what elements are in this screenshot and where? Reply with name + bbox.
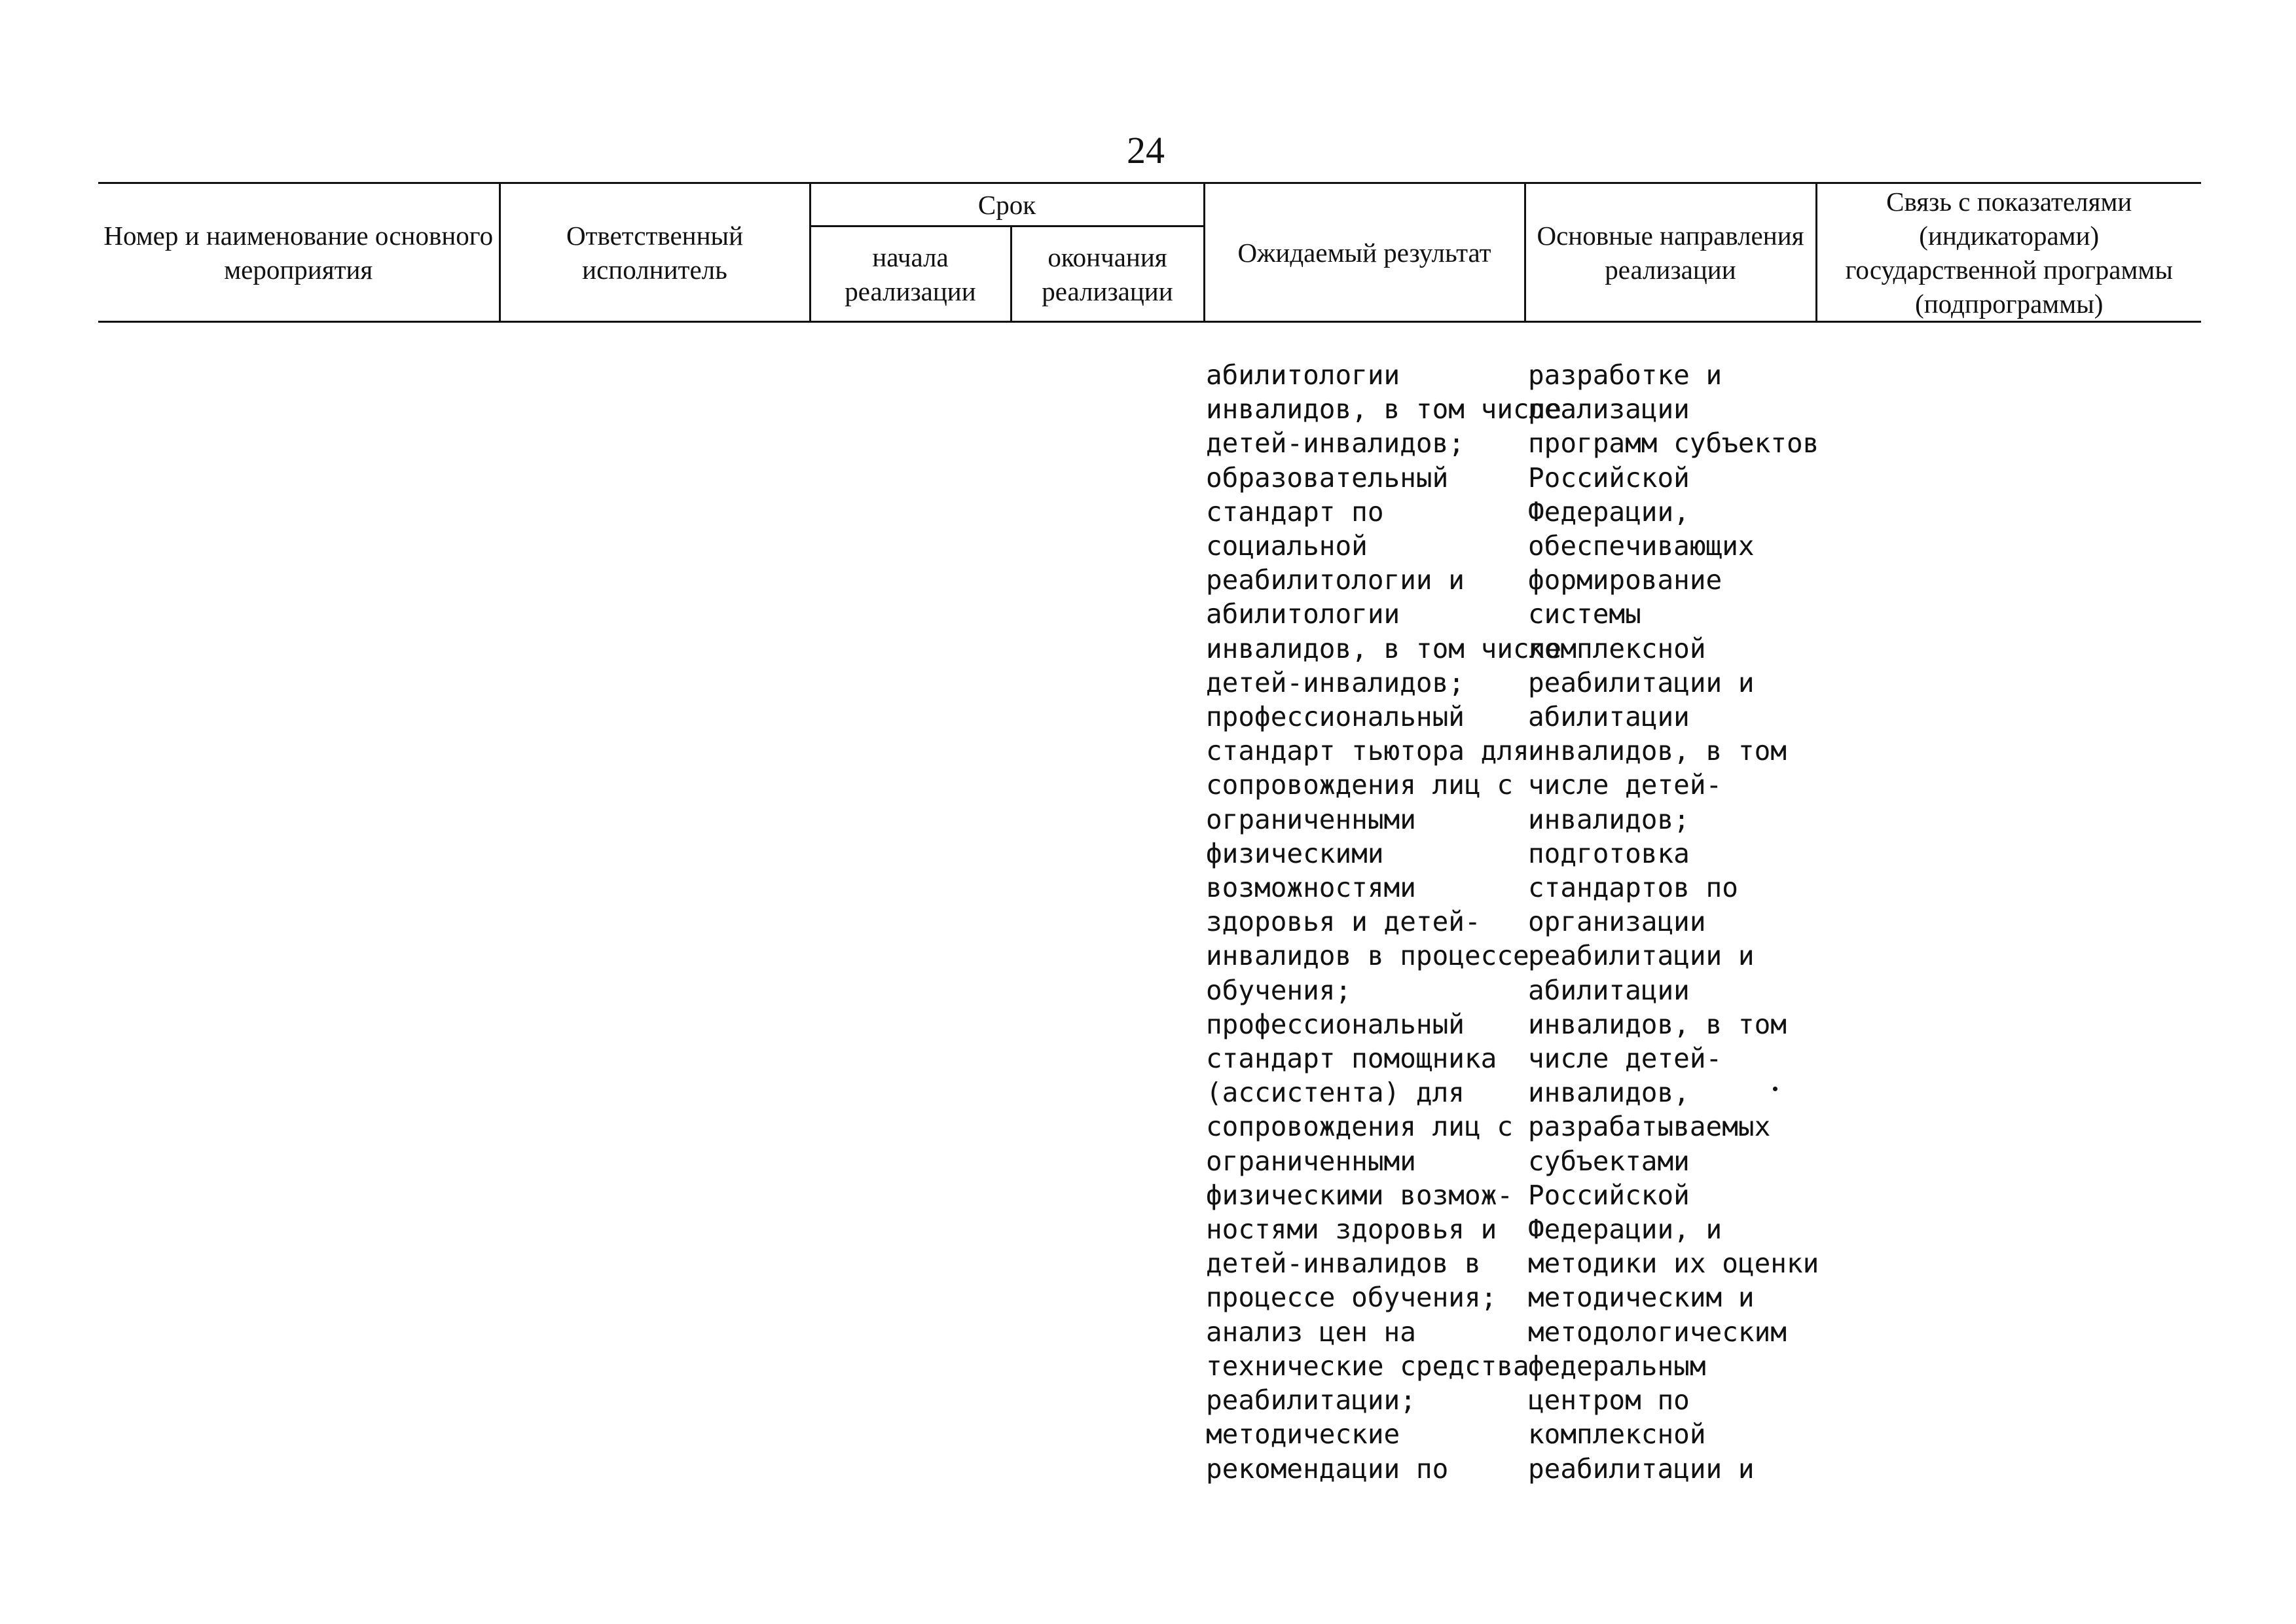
expected-result-text: абилитологии инвалидов, в том числе детей-инвалидов; образовательный стандарт по социальной реабилитологии и абилитологии инвалидов, в том числе детей-инвалидов; профессиональный стандарт тьютора для сопровождения лиц с ограниченными физическими возможностями здоровья и детей- инвалидов в процессе обучения; профессиональный стандарт помощника (ассистента) для сопровождения лиц с ограниченными физическими возмож- ностями здоровья и детей-инвалидов в процессе обучения; анализ цен на технические средства реабилитации; методические рекомендации по [1206,359,1562,1485]
header-term-start: начала реализации [810,226,1011,322]
page-number: 24 [1127,129,1165,171]
header-responsible: Ответственный исполнитель [500,183,810,322]
header-main-directions: Основные направления реализации [1525,183,1816,322]
table-header [98,182,2201,323]
header-term: Срок [810,183,1204,226]
header-expected-result: Ожидаемый результат [1204,183,1525,322]
main-directions-text: разработке и реализации программ субъектов Российской Федерации, обеспечивающих формирование системы комплексной реабилитации и абилитации инвалидов, в том числе детей- инвалидов; подготовка стандартов по организации реабилитации и абилитации инвалидов, в том числе детей- инвалидов, разрабатываемых субъектами Российской Федерации, и методики их оценки методическим и методологическим федеральным центром по комплексной реабилитации и [1528,359,1819,1485]
header-term-end: окончания реализации [1011,226,1204,322]
stray-dot [1773,1087,1777,1091]
header-number-name: Номер и наименование основного мероприятия [98,183,500,322]
header-indicators: Связь с показателями (индикаторами) государственной программы (подпрограммы) [1816,183,2201,322]
